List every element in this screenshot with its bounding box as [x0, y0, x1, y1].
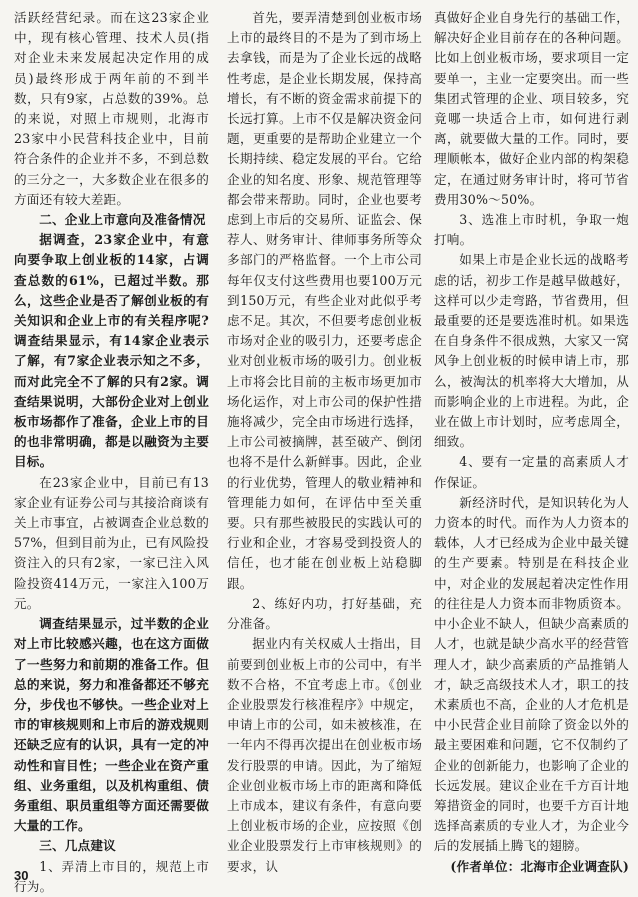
- paragraph: 如果上市是企业长远的战略考虑的话，初步工作是越早做越好，这样可以少走弯路，节省费用，但最重要的还是要选准时机。如果选在自身条件不很成熟，大家又一窝风争上创业板的时候申请上市，那么，被淘汰的机率将大大增加，从而影响企业的上市进程。为此，企业在做上市计划时，应考虑周全，细致。: [434, 252, 629, 450]
- text-column-middle: [227, 8, 422, 877]
- page-number: 30: [14, 868, 29, 883]
- paragraph: 新经济时代，是知识转化为人力资本的时代。而作为人力资本的载体，人才已经成为企业中最关键的生产要素。特别是在科技企业中，对企业的发展起着决定性作用的往往是人力资本而非物质资本。中小企业不缺人，但缺少高素质的人才，也就是缺少高水平的经营管理人才，缺少高素质的产品推销人才，缺乏高级技术人才，职工的技术素质也不高，企业的人才危机是中小民营企业目前除了资金以外的最主要困难和问题，它不仅制约了企业的创新能力，也影响了企业的长远发展。建议企业在千方百计地筹措资金的同时，也要千方百计地选择高素质的专业人才，为企业今后的发展插上腾飞的翅膀。: [434, 494, 629, 854]
- paragraph: 真做好企业自身先行的基础工作，解决好企业目前存在的各种问题。比如上创业板市场，要求项目一定要单一，主业一定要突出。而一些集团式管理的企业、项目较多，究竟哪一块适合上市，如何进行剥离，就要做大量的工作。同时，要理顺帐本，做好企业内部的构架稳定，在通过财务审计时，将可节省费用30%～50%。: [434, 10, 629, 207]
- paragraph: 据业内有关权威人士指出，目前要到创业板上市的公司中，有半数不合格，不宜考虑上市。《创业企业股票发行核准程序》中规定，申请上市的公司，如未被核准，在一年内不得再次提出在创业板市场发行股票的申请。因此，为了缩短企业创业板市场上市的距离和降低上市成本，建议有条件，有意向要上创业板市场的企业，应按照《创业企业股票发行上市审核规则》的要求，认: [227, 636, 422, 874]
- paragraph: 调查结果显示，过半数的企业对上市比较感兴趣，也在这方面做了一些努力和前期的准备工作。但总的来说，努力和准备都还不够充分，步伐也不够快。一些企业对上市的审核规则和上市后的游戏规则还缺乏应有的认识，具有一定的冲动性和盲目性；一些企业在资产重组、业务重组，以及机构重组、债务重组、职员重组等方面还需要做大量的工作。: [14, 616, 209, 834]
- author-affiliation: (作者单位：北海市企业调查队): [450, 858, 629, 874]
- paragraph: 1、弄清上市目的，规范上市行为。: [14, 858, 209, 894]
- text-column-left: [14, 8, 209, 897]
- paragraph: 在23家企业中，目前已有13家企业有证券公司与其接洽商谈有关上市事宜，占被调查企业总数的57%，但到目前为止，已有风险投资注入的只有2家，一家已注入风险投资414万元，一家注入100万元。: [14, 474, 209, 611]
- section-heading: 三、几点建议: [39, 838, 116, 854]
- text-column-right: [434, 8, 629, 877]
- paragraph: 3、选准上市时机，争取一炮打响。: [434, 212, 629, 248]
- paragraph: 2、练好内功，打好基础，充分准备。: [227, 595, 422, 632]
- section-heading: 二、企业上市意向及准备情况: [39, 212, 206, 228]
- paragraph: 据调查，23家企业中，有意向要争取上创业板的14家，占调查总数的61%，已超过半数。那么，这些企业是否了解创业板的有关知识和企业上市的有关程序呢?调查结果显示，有14家企业表示了解，有7家企业表示知之不多，而对此完全不了解的只有2家。调查结果说明，大部份企业对上创业板市场都作了准备，企业上市的目的也非常明确，都是以融资为主要目标。: [14, 232, 209, 470]
- paragraph: 活跃经营纪录。而在这23家企业中，现有核心管理、技术人员(指对企业未来发展起决定作用的成员)最终形成于两年前的不到半数，只有9家，占总数的39%。总的来说，对照上市规则，北海市23家中小民营科技企业中，目前符合条件的企业并不多，不到总数的三分之一，大多数企业在很多的方面还有较大差距。: [14, 10, 209, 207]
- paragraph: 首先，要弄清楚到创业板市场上市的最终目的不是为了到市场上去拿钱，而是为了企业长远的战略性考虑，是企业长期发展，保持高增长，有不断的资金需求前提下的长远打算。上市不仅是解决资金问题，更重要的是帮助企业建立一个长期持续、稳定发展的平台。它给企业的知名度、形象、规范管理等都会带来帮助。同时，企业也要考虑到上市后的交易所、证监会、保荐人、财务审计、律师事务所等众多部门的严格监督。一个上市公司每年仅支付这些费用也要100万元到150万元，有些企业对此似乎考虑不足。其次，不但要考虑创业板市场对企业的吸引力，还要考虑企业对创业板市场的吸引力。创业板上市将会比目前的主板市场更加市场化运作，对上市公司的保护性措施将减少，完全由市场进行选择，上市公司被摘牌，甚至破产、倒闭也将不是什么新鲜事。因此，企业的行业优势，管理人的敬业精神和管理能力如何，在评估中至关重要。只有那些被股民的实践认可的行业和企业，才容易受到投资人的信任，也才能在创业板上站稳脚跟。: [227, 10, 422, 591]
- paragraph: 4、要有一定量的高素质人才作保证。: [434, 454, 629, 490]
